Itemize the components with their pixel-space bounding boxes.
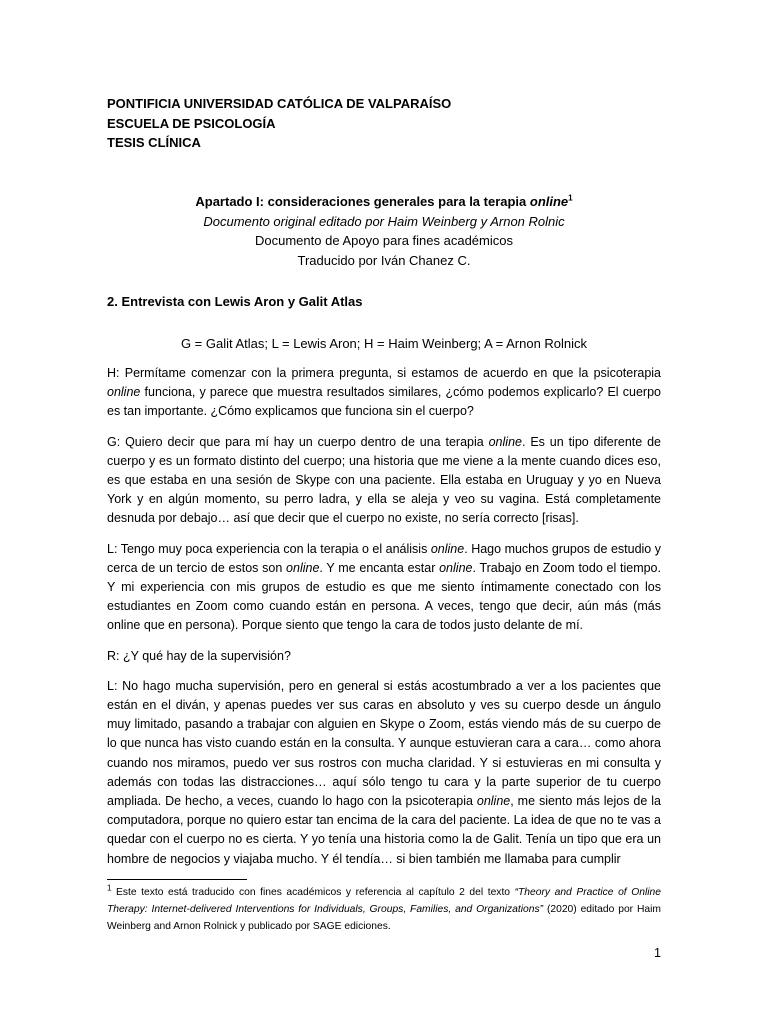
speaker-legend: G = Galit Atlas; L = Lewis Aron; H = Haim Weinberg; A = Arnon Rolnick xyxy=(180,336,588,351)
section-heading: 2. Entrevista con Lewis Aron y Galit Atlas xyxy=(107,294,363,309)
page-number: 1 xyxy=(654,946,661,960)
interview-body xyxy=(107,364,661,880)
footnote: $^1$ Este texto está traducido con fines académicos y referencia al capítulo 2 del texto “Theory and Practice of Online Therapy: Internet-delivered Interventions for Individuals, Groups, Families, and Organizations” (2020) editado por Haim Weinberg and Arnon Rolnick y publicado por SAGE ediciones. xyxy=(107,883,661,932)
thesis-type: TESIS CLÍNICA xyxy=(107,135,201,150)
school-name: ESCUELA DE PSICOLOGÍA xyxy=(107,115,276,131)
footnote-mark: 1 xyxy=(107,883,112,893)
paragraph: L: No hago mucha supervisión, pero en general si estás acostumbrado a ver a los pacientes que están en el diván, y apenas puedes ver sus caras en absoluto y ves su cuerpo desde un ángulo muy limitado, pasando a trabajar con alguien en Skype o Zoom, estás viendo más de su cuerpo de lo que nunca has visto cuando están en la consulta. Y aunque estuvieran cara a cara… como ahora cuando nos miramos, puedo ver sus rostros con mucha claridad. Y si estuvieras en mi consulta y además con todas las distracciones… aquí sólo tengo tu cara y la parte superior de tu cuerpo ampliada. De hecho, a veces, cuando lo hago con la psicoterapia online, me siento más lejos de la computadora, porque no quiero estar tan encima de la cara del paciente. La idea de que no te vas a quedar con el cuerpo no es cierta. Y yo tenía una historia como la de Galit. Tenía un tipo que era un hombre de negocios y viajaba mucho. Y él tendía… si bien también me llamaba para cumplir xyxy=(107,678,661,866)
paragraph: R: ¿Y qué hay de la supervisión? xyxy=(107,648,291,663)
document-title: Apartado I: consideraciones generales para la terapia online$^1$ xyxy=(195,193,573,209)
paragraph: H: Permítame comenzar con la primera pregunta, si estamos de acuerdo en que la psicoterapia online funciona, y parece que muestra resultados similares, ¿cómo podemos explicarlo? El cuerpo es tan importante. ¿Cómo explicamos que funciona sin el cuerpo? xyxy=(107,366,661,419)
footnote-ref[interactable]: 1 xyxy=(568,193,573,203)
translator-credit: Traducido por Iván Chanez C. xyxy=(297,252,471,268)
institution-header xyxy=(107,94,451,153)
university-name: PONTIFICIA UNIVERSIDAD CATÓLICA DE VALPARAÍSO xyxy=(107,96,452,111)
footnote-divider xyxy=(107,879,247,880)
document-subtitle: Documento original editado por Haim Weinberg y Arnon Rolnic xyxy=(203,213,565,229)
paragraph: L: Tengo muy poca experiencia con la terapia o el análisis online. Hago muchos grupos de estudio y cerca de un tercio de estos son online. Y me encanta estar online. Trabajo en Zoom todo el tiempo. Y mi experiencia con mis grupos de estudio es que me siento íntimamente conectado con los estudiantes en Zoom como cuando están en persona. A veces, tengo que decir, aún más (más online que en persona). Porque siento que tengo la cara de todos justo delante de mí. xyxy=(107,541,661,633)
document-purpose: Documento de Apoyo para fines académicos xyxy=(255,233,513,248)
paragraph: G: Quiero decir que para mí hay un cuerpo dentro de una terapia online. Es un tipo diferente de cuerpo y es un formato distinto del cuerpo; una historia que me viene a la mente cuando dices eso, es que estaba en una sesión de Skype con una paciente. Ella estaba en Uruguay y yo en Nueva York y en algún momento, su perro ladra, y ella se aleja y veo su vagina. Está completamente desnuda por debajo… así que decir que el cuerpo no existe, no sería correcto [risas]. xyxy=(107,434,662,526)
title-block xyxy=(107,192,661,270)
